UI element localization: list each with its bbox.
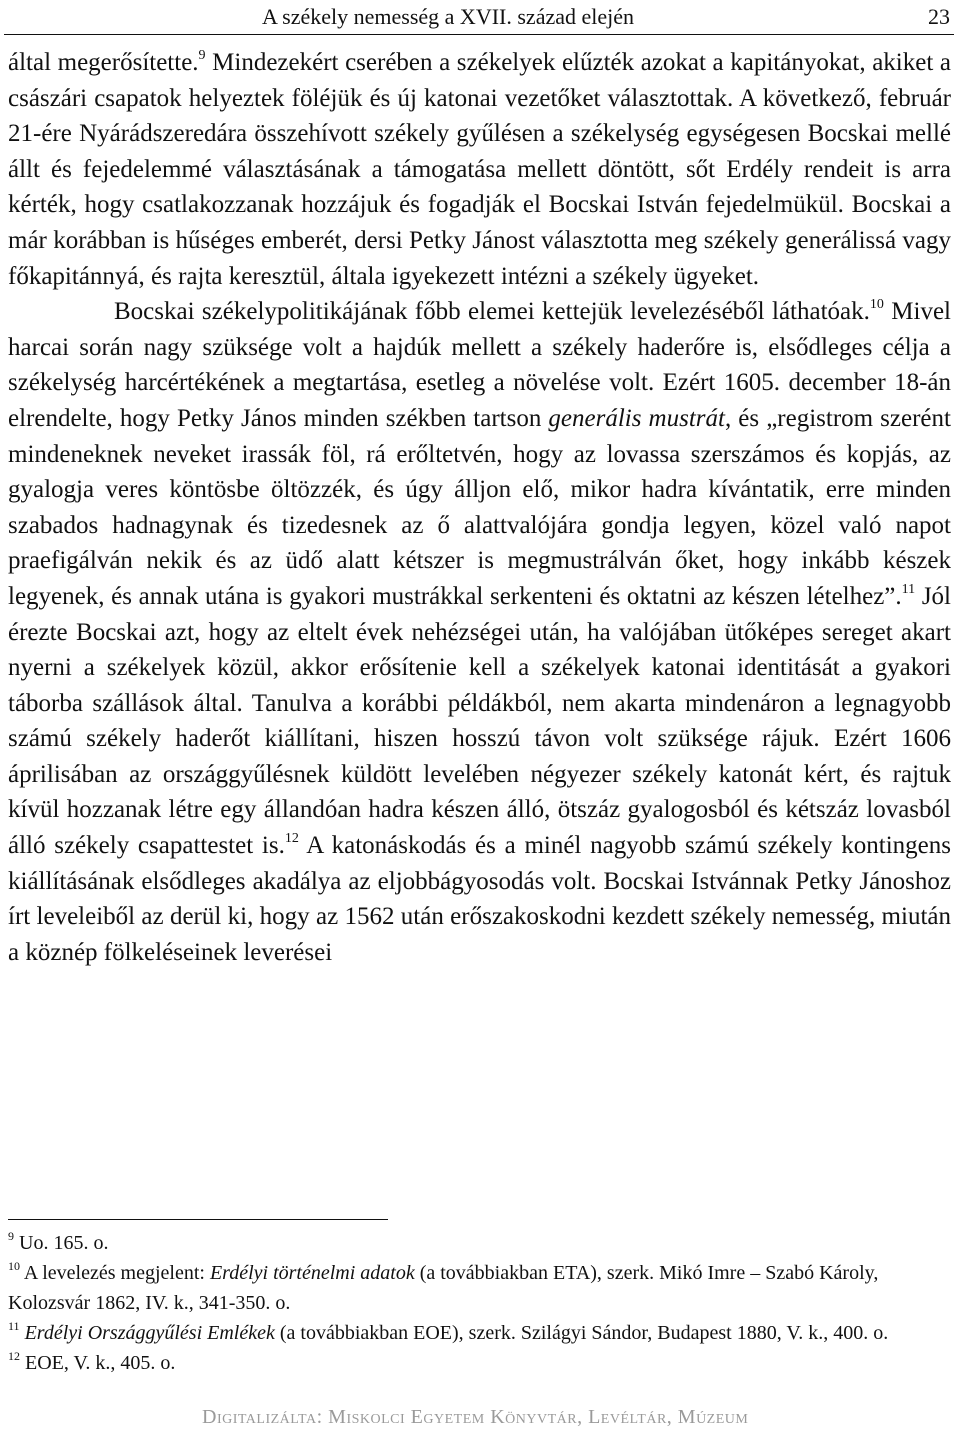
footnote	[8, 1258, 951, 1318]
text-run: Uo. 165. o.	[14, 1232, 109, 1254]
footnote-reference: 9	[8, 1229, 14, 1243]
footnote-reference: 10	[8, 1259, 20, 1273]
footnote	[8, 1318, 951, 1348]
paragraph	[8, 45, 951, 294]
running-header-title: A székely nemesség a XVII. század elején	[262, 4, 635, 29]
paragraph	[8, 294, 951, 970]
running-header	[0, 0, 960, 40]
text-run: Jól érezte Bocskai azt, hogy az eltelt évek nehézségei után, ha valójában ütőképes sereget akart nyerni a székelyek közül, akkor erősítenie kell a székelyek katonai identitását a gyakori táborba szállások által. Tanulva a korábbi példákból, nem akarta mindenáron a legnagyobb számú székely haderőt kiállítani, hiszen hosszú távon volt szüksége rájuk. Ezért 1606 áprilisában az országgyűlésnek küldött levelében négyezer székely katonát kért, és rajtuk kívül hozzanak létre egy állandóan hadra készen álló, ötszáz gyalogosból és kétszáz lovasból álló székely csapattestet is.	[8, 582, 951, 860]
footnote-divider	[8, 1219, 388, 1220]
italic-text: generális mustrát	[548, 404, 725, 432]
text-run: (a továbbiakban ETA), szerk. Mikó Imre – Szabó Károly, Kolozsvár 1862, IV. k., 341-350. o.	[8, 1262, 879, 1314]
text-run: , és „registrom szerént mindeneknek neveket irassák föl, rá erőltetvén, hogy az lovassa szerszámos és kopjás, az gyalogja veres köntösbe öltözzék, és úgy álljon elő, mikor hadra kívántatik, erre minden szabados hadnagynak és tizedesnek az ő alattvalójára gondja legyen, közel való napot praefigálván nekik és az üdő alatt kétszer is megmustrálván őket, hogy inkább készek legyenek, és annak utána is gyakori mustrákkal serkenteni és oktatni az készen lételhez”.	[8, 404, 951, 610]
text-run: által megerősítette.	[8, 49, 199, 76]
text-run: Mivel harcai során nagy szüksége volt a hajdúk mellett a székely haderőre is, elsődleges célja a székelység harcértékének a megtartása, esetleg a növelése volt. Ezért 1605. december 18-án elrendelte, hogy Petky János minden székben tartson	[8, 298, 952, 432]
digitization-watermark: Digitalizálta: Miskolci Egyetem Könyvtár, Levéltár, Múzeum	[202, 1406, 749, 1428]
footnote-reference: 11	[8, 1319, 20, 1333]
text-run: A katonáskodás és a minél nagyobb számú székely kontingens kiállításának elsődleges akadálya az eljobbágyosodás volt. Bocskai Istvánnak Petky Jánoshoz írt leveleiből az derül ki, hogy az 1562 után erőszakoskodni kezdett székely nemesség, miután a köznép fölkeléseinek leverései	[8, 832, 951, 966]
page-number: 23	[928, 4, 950, 29]
footnotes	[8, 1228, 951, 1378]
text-run: (a továbbiakban EOE), szerk. Szilágyi Sándor, Budapest 1880, V. k., 400. o.	[274, 1322, 889, 1344]
italic-text: Erdélyi Országgyűlési Emlékek	[24, 1322, 275, 1344]
text-run: EOE, V. k., 405. o.	[20, 1352, 176, 1374]
footnote-reference: 11	[901, 581, 916, 597]
footnote-reference: 12	[284, 831, 299, 847]
footnote-reference: 9	[198, 48, 206, 63]
italic-text: Erdélyi történelmi adatok	[209, 1262, 415, 1284]
footnote	[8, 1348, 951, 1378]
text-run: Mindezekért cserében a székelyek elűzték azokat a kapitányokat, akiket a császári csapatok helyeztek föléjük és új katonai vezetőket választottak. A következő, február 21-ére Nyárádszeredára összehívott székely gyűlésen a székelység egységesen Bocskai mellé állt és fejedelemmé választásának a támogatása mellett döntött, sőt Erdély rendeit is arra kérték, hogy csatlakozzanak hozzájuk és fogadják el Bocskai István fejedelmükül. Bocskai a már korábban is hűséges emberét, dersi Petky Jánost választotta meg székely generálissá vagy főkapitánnyá, és rajta keresztül, általa igyekezett intézni a székely ügyeket.	[8, 49, 951, 290]
header-divider	[4, 34, 954, 35]
text-run: A levelezés megjelent:	[20, 1262, 210, 1284]
footnote-reference: 12	[8, 1349, 20, 1363]
footnote	[8, 1228, 951, 1258]
text-run: Bocskai székelypolitikájának főbb elemei kettejük levelezéséből láthatóak.	[114, 298, 870, 326]
footnote-reference: 10	[869, 297, 884, 313]
body-text	[8, 45, 951, 970]
